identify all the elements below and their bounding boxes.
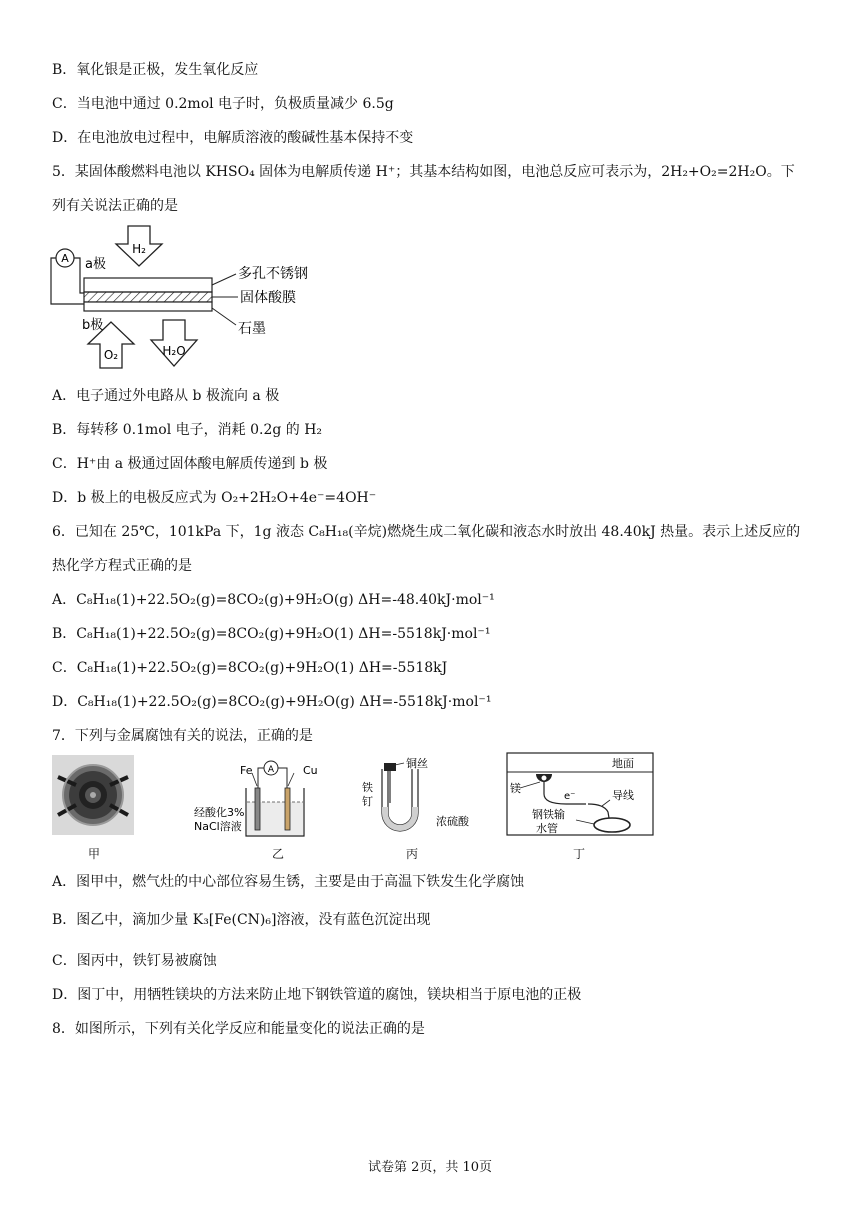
page-footer: 试卷第 2页，共 10页 — [367, 1160, 493, 1175]
steel-label: 多孔不锈钢 — [238, 266, 308, 282]
u-tube-diagram — [362, 755, 482, 839]
buried-pipe-diagram — [506, 752, 654, 838]
svg-text:NaCl溶液: NaCl溶液 — [194, 820, 242, 833]
svg-text:钉: 钉 — [362, 795, 373, 808]
q5-option-b: B．每转移 0.1mol 电子，消耗 0.2g 的 H₂ — [52, 422, 323, 438]
q5-stem-line2: 列有关说法正确的是 — [52, 198, 178, 214]
q7-option-c: C．图丙中，铁钉易被腐蚀 — [52, 953, 217, 969]
q6-stem-line2: 热化学方程式正确的是 — [52, 558, 192, 574]
svg-text:导线: 导线 — [612, 789, 634, 802]
porous-steel-layer — [84, 278, 212, 292]
q5-stem-line1: 5．某固体酸燃料电池以 KHSO₄ 固体为电解质传递 H⁺；其基本结构如图，电池总反应可表示为，2H₂+O₂=2H₂O。下 — [52, 164, 795, 180]
graphite-label: 石墨 — [238, 321, 266, 337]
svg-text:钢铁输: 钢铁输 — [532, 808, 565, 821]
a-pole-label: a极 — [85, 257, 106, 272]
fe-cu-cell-diagram — [194, 758, 324, 842]
svg-text:铁: 铁 — [362, 781, 373, 794]
membrane-label: 固体酸膜 — [240, 290, 296, 306]
q6-option-d: D．C₈H₁₈(1)+22.5O₂(g)=8CO₂(g)+9H₂O(g) ΔH=-5518kJ·mol⁻¹ — [52, 694, 492, 710]
q6-option-c: C．C₈H₁₈(1)+22.5O₂(g)=8CO₂(g)+9H₂O(1) ΔH=-5518kJ — [52, 660, 448, 676]
caption-yi: 乙 — [272, 847, 285, 861]
q4-option-b: B．氧化银是正极，发生氧化反应 — [52, 62, 259, 78]
fuel-cell-diagram — [40, 222, 340, 374]
gas-stove-image — [52, 755, 134, 835]
caption-ding: 丁 — [573, 847, 586, 861]
o2-label: O₂ — [103, 348, 119, 362]
svg-text:铜丝: 铜丝 — [406, 757, 428, 770]
svg-text:镁: 镁 — [510, 782, 521, 795]
q6-option-b: B．C₈H₁₈(1)+22.5O₂(g)=8CO₂(g)+9H₂O(1) ΔH=-5518kJ·mol⁻¹ — [52, 626, 491, 642]
caption-jia: 甲 — [88, 847, 101, 861]
svg-text:水管: 水管 — [536, 822, 558, 835]
graphite-layer — [84, 302, 212, 311]
q4-option-c: C．当电池中通过 0.2mol 电子时，负极质量减少 6.5g — [52, 96, 394, 112]
svg-text:e⁻: e⁻ — [564, 791, 576, 802]
acid-membrane-layer — [84, 292, 212, 302]
q5-option-d: D．b 极上的电极反应式为 O₂+2H₂O+4e⁻=4OH⁻ — [52, 490, 377, 506]
h2-label: H₂ — [132, 242, 146, 256]
q4-option-d: D．在电池放电过程中，电解质溶液的酸碱性基本保持不变 — [52, 130, 414, 146]
svg-text:A: A — [267, 765, 275, 775]
q6-stem-line1: 6．已知在 25℃，101kPa 下，1g 液态 C₈H₁₈(辛烷)燃烧生成二氧化碳和液态水时放出 48.40kJ 热量。表示上述反应的 — [52, 524, 801, 540]
q5-option-c: C．H⁺由 a 极通过固体酸电解质传递到 b 极 — [52, 456, 328, 472]
svg-text:Fe: Fe — [240, 764, 253, 777]
q6-option-a: A．C₈H₁₈(1)+22.5O₂(g)=8CO₂(g)+9H₂O(g) ΔH=-48.40kJ·mol⁻¹ — [52, 592, 495, 608]
q7-option-d: D．图丁中，用牺牲镁块的方法来防止地下钢铁管道的腐蚀，镁块相当于原电池的正极 — [52, 987, 582, 1003]
q7-stem: 7．下列与金属腐蚀有关的说法，正确的是 — [52, 728, 313, 744]
svg-text:A: A — [61, 252, 69, 265]
svg-text:浓硫酸: 浓硫酸 — [436, 815, 469, 828]
caption-bing: 丙 — [406, 847, 419, 861]
h2o-arrow-icon — [151, 320, 197, 366]
svg-text:Cu: Cu — [303, 764, 318, 777]
q8-stem: 8．如图所示，下列有关化学反应和能量变化的说法正确的是 — [52, 1021, 425, 1037]
q7-option-b: B．图乙中，滴加少量 K₃[Fe(CN)₆]溶液，没有蓝色沉淀出现 — [52, 912, 431, 928]
svg-text:地面: 地面 — [612, 757, 634, 770]
svg-text:经酸化3%: 经酸化3% — [194, 806, 245, 819]
q5-option-a: A．电子通过外电路从 b 极流向 a 极 — [52, 388, 280, 404]
b-pole-label: b极 — [82, 318, 104, 333]
q7-option-a: A．图甲中，燃气灶的中心部位容易生锈，主要是由于高温下铁发生化学腐蚀 — [52, 874, 525, 890]
h2o-label: H₂O — [162, 344, 186, 358]
